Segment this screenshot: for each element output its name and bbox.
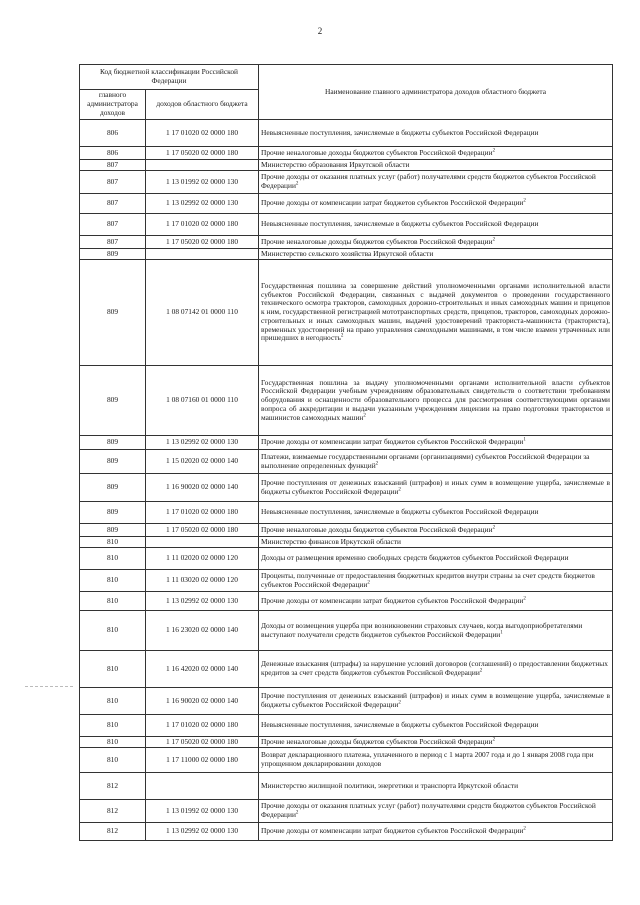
income-code-cell: 1 13 01992 02 0000 130 <box>146 171 259 194</box>
footnote-marker: 2 <box>492 148 496 154</box>
header-admin-code: главного администратора доходов <box>80 90 146 120</box>
admin-code-cell: 807 <box>80 236 146 249</box>
admin-code-cell: 806 <box>80 147 146 160</box>
revenue-name-cell <box>259 147 613 160</box>
footnote-marker: 2 <box>492 525 496 531</box>
table-row <box>80 236 613 249</box>
admin-code-cell: 807 <box>80 194 146 214</box>
footnote-marker: 2 <box>492 237 496 243</box>
revenue-name-text: Прочие доходы от оказания платных услуг (работ) получателями средств бюджетов субъектов Российской Федерации <box>261 801 596 819</box>
revenue-name-text: Министерство образования Иркутской области <box>261 159 410 169</box>
footnote-marker: 2 <box>398 487 401 493</box>
revenue-name-text: Прочие поступления от денежных взысканий (штрафов) и иных сумм в возмещение ущерба, зачисляемые в бюджеты субъектов Российской Федерации <box>261 477 611 496</box>
revenue-name-cell <box>259 120 613 147</box>
revenue-name-text: Прочие неналоговые доходы бюджетов субъектов Российской Федерации <box>261 147 493 157</box>
ministry-name-cell <box>259 249 613 260</box>
income-code-cell: 1 16 23020 02 0000 140 <box>146 611 259 651</box>
table-row <box>80 688 613 715</box>
admin-code-cell: 810 <box>80 651 146 688</box>
footnote-marker: 2 <box>523 826 526 832</box>
table-row <box>80 147 613 160</box>
revenue-name-text: Прочие неналоговые доходы бюджетов субъектов Российской Федерации <box>261 236 493 246</box>
table-row-heading <box>80 537 613 548</box>
admin-code-cell: 812 <box>80 800 146 823</box>
revenue-name-cell <box>259 748 613 773</box>
table-row <box>80 715 613 737</box>
income-code-cell <box>146 537 259 548</box>
table-row <box>80 120 613 147</box>
income-code-cell: 1 17 05020 02 0000 180 <box>146 236 259 249</box>
income-code-cell: 1 13 02992 02 0000 130 <box>146 823 259 841</box>
table-row <box>80 194 613 214</box>
scan-mark <box>25 686 73 687</box>
revenue-name-cell <box>259 502 613 524</box>
revenue-name-cell <box>259 651 613 688</box>
admin-code-cell: 809 <box>80 474 146 502</box>
footnote-marker: 2 <box>492 737 496 743</box>
table-row-heading <box>80 249 613 260</box>
footnote-marker: 2 <box>363 413 366 419</box>
revenue-name-cell <box>259 715 613 737</box>
header-budget-classification-code: Код бюджетной классификации Российской Федерации <box>80 65 259 90</box>
page-number: 2 <box>317 26 323 36</box>
table-row <box>80 611 613 651</box>
ministry-name-cell <box>259 537 613 548</box>
revenue-administrators-table <box>79 64 613 841</box>
footnote-marker: 2 <box>367 580 370 586</box>
income-code-cell: 1 16 42020 02 0000 140 <box>146 651 259 688</box>
admin-code-cell: 810 <box>80 570 146 592</box>
revenue-name-text: Проценты, полученные от предоставления бюджетных кредитов внутри страны за счет средств бюджетов субъектов Российской Федерации <box>261 570 595 589</box>
revenue-name-cell <box>259 524 613 537</box>
admin-code-cell: 809 <box>80 249 146 260</box>
revenue-name-cell <box>259 214 613 236</box>
footnote-marker: 2 <box>295 810 299 816</box>
income-code-cell: 1 17 05020 02 0000 180 <box>146 147 259 160</box>
admin-code-cell: 810 <box>80 748 146 773</box>
revenue-name-text: Прочие неналоговые доходы бюджетов субъектов Российской Федерации <box>261 524 493 534</box>
table-row <box>80 748 613 773</box>
income-code-cell: 1 08 07160 01 0000 110 <box>146 366 259 436</box>
table-row <box>80 651 613 688</box>
ministry-name-cell <box>259 773 613 800</box>
revenue-name-cell <box>259 570 613 592</box>
revenue-name-text: Невыясненные поступления, зачисляемые в бюджеты субъектов Российской Федерации <box>261 507 539 517</box>
income-code-cell: 1 17 01020 02 0000 180 <box>146 120 259 147</box>
admin-code-cell: 810 <box>80 548 146 570</box>
table-row <box>80 502 613 524</box>
revenue-name-text: Прочие поступления от денежных взысканий (штрафов) и иных сумм в возмещение ущерба, зачисляемые в бюджеты субъектов Российской Федерации <box>261 691 611 709</box>
revenue-name-text: Государственная пошлина за выдачу уполномоченными органами исполнительной власти субъектов Российской Федерации учебным учреждениям образовательных свидетельств о соответствии требованиям оборудования и оснащенности образовательного процесса для рассмотрения соответствующими органами вопроса об аккредитации и выдачи указанным учреждениям лицензии на право подготовки трактористов и машинистов самоходных машин <box>261 377 611 422</box>
footnote-marker: 2 <box>295 181 299 187</box>
table-row-heading <box>80 160 613 171</box>
revenue-name-cell <box>259 171 613 194</box>
table-row <box>80 436 613 450</box>
revenue-name-text: Прочие доходы от оказания платных услуг (работ) получателями средств бюджетов субъектов Российской Федерации <box>261 172 596 190</box>
income-code-cell: 1 17 01020 02 0000 180 <box>146 214 259 236</box>
revenue-name-text: Денежные взыскания (штрафы) за нарушение условий договоров (соглашений) о предоставлении бюджетных кредитов за счет средств бюджетов субъектов Российской Федерации <box>261 659 608 677</box>
revenue-name-cell <box>259 366 613 436</box>
admin-code-cell: 812 <box>80 773 146 800</box>
footnote-marker: 2 <box>479 668 483 674</box>
income-code-cell: 1 16 90020 02 0000 140 <box>146 688 259 715</box>
admin-code-cell: 810 <box>80 611 146 651</box>
revenue-name-text: Доходы от размещения временно свободных средств бюджетов субъектов Российской Федерации <box>261 553 569 563</box>
table-row <box>80 171 613 194</box>
header-income-code: доходов областного бюджета <box>146 90 259 120</box>
revenue-name-text: Прочие доходы от компенсации затрат бюджетов субъектов Российской Федерации <box>261 198 524 208</box>
revenue-name-text: Невыясненные поступления, зачисляемые в бюджеты субъектов Российской Федерации <box>261 720 539 730</box>
table-row <box>80 548 613 570</box>
admin-code-cell: 807 <box>80 214 146 236</box>
revenue-name-cell <box>259 436 613 450</box>
table-row-heading <box>80 773 613 800</box>
admin-code-cell: 810 <box>80 537 146 548</box>
revenue-name-text: Прочие доходы от компенсации затрат бюджетов субъектов Российской Федерации <box>261 595 524 605</box>
admin-code-cell: 810 <box>80 715 146 737</box>
admin-code-cell: 809 <box>80 436 146 450</box>
revenue-name-cell <box>259 611 613 651</box>
admin-code-cell: 807 <box>80 160 146 171</box>
revenue-name-text: Прочие доходы от компенсации затрат бюджетов субъектов Российской Федерации <box>261 826 524 836</box>
table-row <box>80 592 613 611</box>
footnote-marker: 2 <box>340 333 344 339</box>
table-row <box>80 800 613 823</box>
income-code-cell: 1 16 90020 02 0000 140 <box>146 474 259 502</box>
income-code-cell: 1 13 02992 02 0000 130 <box>146 592 259 611</box>
table-row <box>80 450 613 474</box>
revenue-name-text: Министерство финансов Иркутской области <box>261 536 401 546</box>
table-row <box>80 570 613 592</box>
income-code-cell: 1 17 11000 02 0000 180 <box>146 748 259 773</box>
income-code-cell: 1 11 02020 02 0000 120 <box>146 548 259 570</box>
income-code-cell: 1 13 01992 02 0000 130 <box>146 800 259 823</box>
revenue-name-cell <box>259 688 613 715</box>
admin-code-cell: 806 <box>80 120 146 147</box>
ministry-name-cell <box>259 160 613 171</box>
revenue-name-text: Доходы от возмещения ущерба при возникновении страховых случаев, когда выгодоприобретателями выступают получатели средств бюджетов субъектов Российской Федерации <box>261 620 583 639</box>
admin-code-cell: 809 <box>80 502 146 524</box>
income-code-cell: 1 17 05020 02 0000 180 <box>146 524 259 537</box>
admin-code-cell: 809 <box>80 524 146 537</box>
footnote-marker: 2 <box>523 198 526 204</box>
revenue-name-text: Невыясненные поступления, зачисляемые в бюджеты субъектов Российской Федерации <box>261 219 539 229</box>
revenue-name-cell <box>259 737 613 748</box>
revenue-name-text: Прочие доходы от компенсации затрат бюджетов субъектов Российской Федерации <box>261 437 524 447</box>
income-code-cell: 1 15 02020 02 0000 140 <box>146 450 259 474</box>
footnote-marker: 2 <box>375 461 379 467</box>
revenue-name-cell <box>259 194 613 214</box>
income-code-cell: 1 13 02992 02 0000 130 <box>146 436 259 450</box>
header-administrator-name: Наименование главного администратора доходов областного бюджета <box>259 65 613 120</box>
revenue-name-cell <box>259 823 613 841</box>
revenue-name-text: Невыясненные поступления, зачисляемые в бюджеты субъектов Российской Федерации <box>261 127 539 137</box>
table-body <box>80 120 613 841</box>
income-code-cell <box>146 249 259 260</box>
admin-code-cell: 810 <box>80 592 146 611</box>
table-row <box>80 214 613 236</box>
footnote-marker: 2 <box>398 700 401 706</box>
income-code-cell <box>146 160 259 171</box>
admin-code-cell: 812 <box>80 823 146 841</box>
revenue-name-cell <box>259 592 613 611</box>
revenue-name-cell <box>259 548 613 570</box>
admin-code-cell: 807 <box>80 171 146 194</box>
revenue-name-cell <box>259 236 613 249</box>
table-row <box>80 366 613 436</box>
revenue-name-cell <box>259 260 613 366</box>
admin-code-cell: 810 <box>80 737 146 748</box>
revenue-name-text: Платежи, взимаемые государственными органами (организациями) субъектов Российской Федерации за выполнение определенных функций <box>261 451 590 470</box>
table-row <box>80 823 613 841</box>
revenue-name-text: Возврат декларационного платежа, уплаченного в период с 1 марта 2007 года и до 1 января 2008 года при упрощенном декларировании доходов <box>261 750 594 768</box>
revenue-name-text: Министерство жилищной политики, энергетики и транспорта Иркутской области <box>261 780 519 790</box>
table-row <box>80 737 613 748</box>
revenue-name-cell <box>259 450 613 474</box>
income-code-cell: 1 08 07142 01 0000 110 <box>146 260 259 366</box>
income-code-cell: 1 11 03020 02 0000 120 <box>146 570 259 592</box>
income-code-cell: 1 17 01020 02 0000 180 <box>146 502 259 524</box>
table-row <box>80 474 613 502</box>
income-code-cell: 1 17 01020 02 0000 180 <box>146 715 259 737</box>
admin-code-cell: 809 <box>80 366 146 436</box>
admin-code-cell: 809 <box>80 260 146 366</box>
revenue-name-cell <box>259 474 613 502</box>
admin-code-cell: 809 <box>80 450 146 474</box>
revenue-name-cell <box>259 800 613 823</box>
admin-code-cell: 810 <box>80 688 146 715</box>
footnote-marker: 2 <box>523 596 526 602</box>
revenue-name-text: Государственная пошлина за совершение действий уполномоченными органами исполнительной власти субъектов Российской Федерации, связанных с выдачей документов о проведении государственного технического осмотра тракторов, самоходных дорожно-строительных и иных самоходных машин и прицепов к ним, государственной регистрацией мототранспортных средств, прицепов, тракторов, самоходных дорожно-строительных и иных самоходных машин, выдачей удостоверений тракториста-машиниста (тракториста), временных удостоверений на право управления самоходными машинами, в том числе взамен утраченных или пришедших в негодность <box>261 280 611 343</box>
footnote-marker: 1 <box>523 437 526 443</box>
income-code-cell: 1 17 05020 02 0000 180 <box>146 737 259 748</box>
table-row <box>80 524 613 537</box>
revenue-name-text: Прочие неналоговые доходы бюджетов субъектов Российской Федерации <box>261 736 493 746</box>
revenue-name-text: Министерство сельского хозяйства Иркутской области <box>261 248 434 258</box>
income-code-cell <box>146 773 259 800</box>
table-row <box>80 260 613 366</box>
footnote-marker: 1 <box>500 630 503 636</box>
income-code-cell: 1 13 02992 02 0000 130 <box>146 194 259 214</box>
